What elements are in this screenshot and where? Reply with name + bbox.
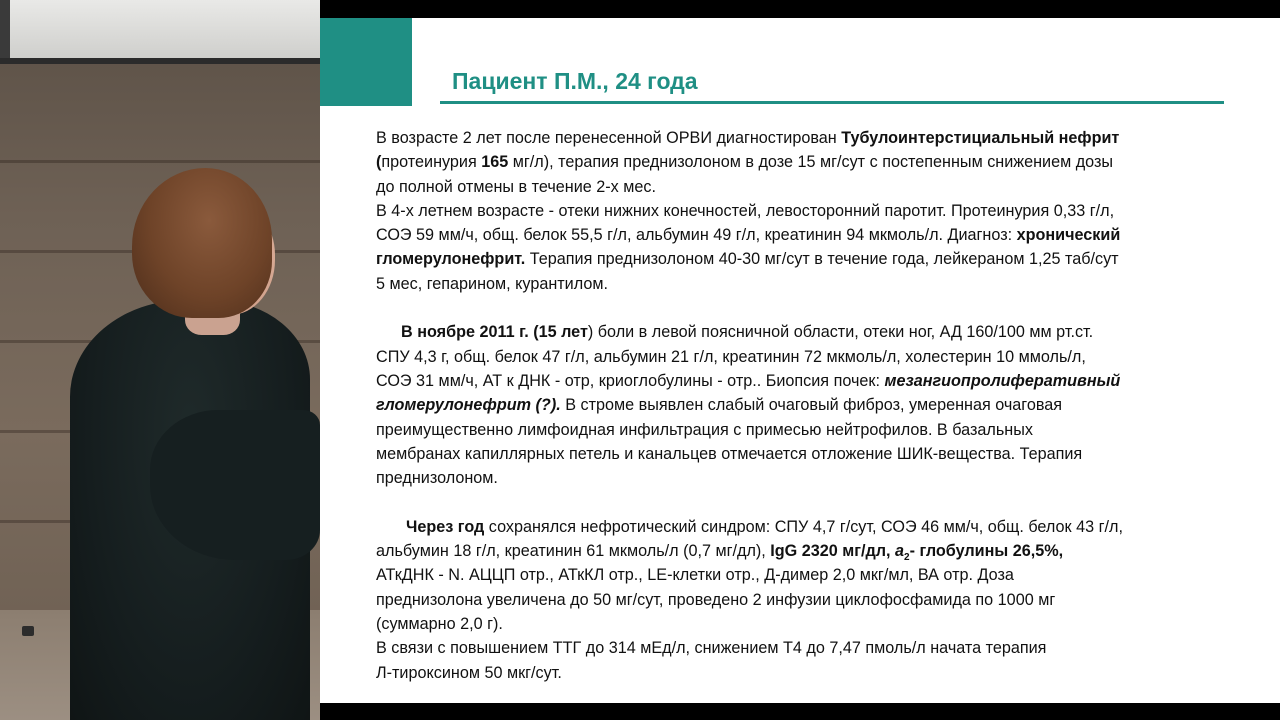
presenter-arm <box>150 410 320 560</box>
title-underline <box>440 101 1224 104</box>
text-line: Через год сохранялся нефротический синдром: СПУ 4,7 г/сут, СОЭ 46 мм/ч, общ. белок 43 г/л, <box>406 517 1123 536</box>
text-line: Л-тироксином 50 мкг/сут. <box>376 663 562 682</box>
projection-screen-edge <box>0 0 320 64</box>
slide-accent-block <box>320 18 412 106</box>
text-line: В возрасте 2 лет после перенесенной ОРВИ диагностирован Тубулоинтерстициальный нефрит <box>376 129 1120 147</box>
diagnosis-mpgn: гломерулонефрит (?). <box>376 396 561 415</box>
text-line: АТкДНК - N. АЦЦП отр., АТкКЛ отр., LE-клетки отр., Д-димер 2,0 мкг/мл, ВА отр. Доза <box>376 566 1014 585</box>
text-line: В 4-х летнем возрасте - отеки нижних конечностей, левосторонний паротит. Протеинурия 0,33 г/л, <box>376 201 1115 220</box>
text-line: преимущественно лимфоидная инфильтрация с примесью нейтрофилов. В базальных <box>376 420 1033 439</box>
presenter-camera-view <box>0 0 320 720</box>
text-line: (протеинурия 165 мг/л), терапия преднизолоном в дозе 15 мг/сут с постепенным снижением дозы <box>376 153 1114 172</box>
text-line: (суммарно 2,0 г). <box>376 614 503 633</box>
text-line: В связи с повышением ТТГ до 314 мЕд/л, снижением Т4 до 7,47 пмоль/л начата терапия <box>376 639 1047 658</box>
presenter-hair <box>132 168 272 318</box>
paragraph-gap <box>376 490 1244 514</box>
text-line: гломерулонефрит (?). В строме выявлен слабый очаговый фиброз, умеренная очаговая <box>376 396 1063 415</box>
text-line: мембранах капиллярных петель и канальцев отмечается отложение ШИК-вещества. Терапия <box>376 444 1083 463</box>
screen-frame <box>0 0 10 58</box>
slide-title: Пациент П.М., 24 года <box>452 68 698 94</box>
text-line: СОЭ 59 мм/ч, общ. белок 55,5 г/л, альбумин 49 г/л, креатинин 94 мкмоль/л. Диагноз: хронический <box>376 226 1121 245</box>
presentation-slide <box>320 18 1280 703</box>
wall-outlet <box>22 626 34 636</box>
text-line: гломерулонефрит. Терапия преднизолоном 40-30 мг/сут в течение года, лейкераном 1,25 таб/сут <box>376 250 1119 269</box>
text-line: СПУ 4,3 г, общ. белок 47 г/л, альбумин 21 г/л, креатинин 72 мкмоль/л, холестерин 10 ммоль/л, <box>376 347 1086 366</box>
text-line: до полной отмены в течение 2-х мес. <box>376 177 656 196</box>
slide-body-text <box>376 126 1244 685</box>
diagnosis-chronic-gn: гломерулонефрит. <box>376 250 526 269</box>
text-line: преднизолоном. <box>376 469 498 488</box>
year-later-highlight: Через год <box>406 517 485 536</box>
text-line: В ноябре 2011 г. (15 лет) боли в левой поясничной области, отеки ног, АД 160/100 мм рт.ст. <box>401 323 1094 342</box>
date-highlight: В ноябре 2011 г. (15 лет <box>401 323 588 342</box>
wall-panel-line <box>0 160 320 163</box>
text-line: 5 мес, гепарином, курантилом. <box>376 274 608 293</box>
letterbox-bar <box>320 703 1280 720</box>
text-line: преднизолона увеличена до 50 мг/сут, проведено 2 инфузии циклофосфамида по 1000 мг <box>376 590 1056 609</box>
paragraph-gap <box>376 296 1244 320</box>
text-line: СОЭ 31 мм/ч, АТ к ДНК - отр, криоглобулины - отр.. Биопсия почек: мезангиопролиферативный <box>376 371 1121 390</box>
text-line: альбумин 18 г/л, креатинин 61 мкмоль/л (0,7 мг/дл), IgG 2320 мг/дл, $a_2-$ глобулины 26,5%, <box>376 542 1064 564</box>
diagnosis-tin: Тубулоинтерстициальный нефрит <box>841 129 1120 147</box>
